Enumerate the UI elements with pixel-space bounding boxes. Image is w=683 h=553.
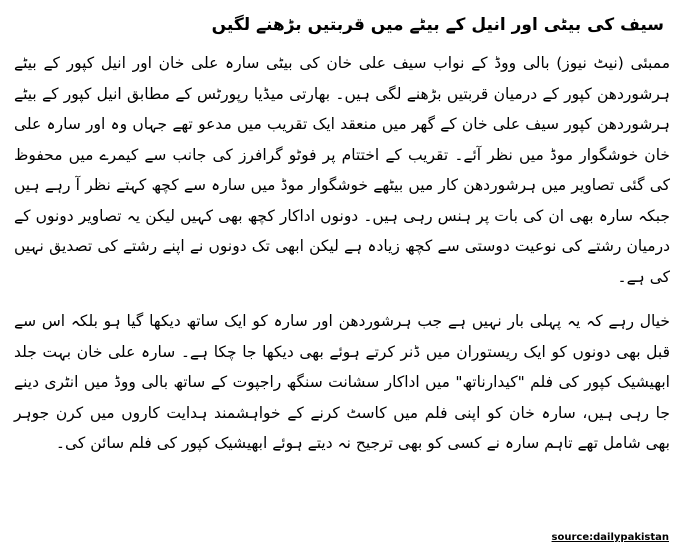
article-paragraph-1: ممبئی (نیٹ نیوز) بالی ووڈ کے نواب سیف علی خان کی بیٹی سارہ علی خان اور انیل کپور کے بیٹے ہرشوردھن کپور کے درمیان قربتیں بڑھنے لگی ہیں۔ بھارتی میڈیا رپورٹس کے مطابق انیل کپور کے بیٹے ہرشوردھن کپور سیف علی خان کے گھر میں منعقد ایک تقریب میں مدعو تھے جہاں وہ اور سارہ علی خان خوشگوار موڈ میں نظر آئے۔ تقریب کے اختتام پر فوٹو گرافرز کی جانب سے کیمرے میں محفوظ کی گئی تصاویر میں ہرشوردھن کار میں بیٹھے خوشگوار موڈ میں سارہ سے کچھ کہتے نظر آ رہے ہیں جبکہ سارہ بھی ان کی بات پر ہنس رہی ہیں۔ دونوں اداکار کچھ بھی کہیں لیکن یہ تصاویر دونوں کے درمیان رشتے کی نوعیت دوستی سے کچھ زیادہ ہے لیکن ابھی تک دونوں نے اپنے رشتے کی تصدیق نہیں کی ہے۔: [14, 54, 670, 286]
news-article: [14, 8, 670, 548]
article-paragraph-2: خیال رہے کہ یہ پہلی بار نہیں ہے جب ہرشوردھن اور سارہ کو ایک ساتھ دیکھا گیا ہو بلکہ اس سے قبل بھی دونوں کو ایک ریستوران میں ڈنر کرتے ہوئے بھی دیکھا جا چکا ہے۔ سارہ علی خان بہت جلد ابھیشیک کپور کی فلم "کیدارناتھ" میں اداکار سشانت سنگھ راجپوت کے ساتھ بالی ووڈ میں انٹری دینے جا رہی ہیں، سارہ خان کو اپنی فلم میں کاسٹ کرنے کے خواہشمند ہدایت کاروں میں کرن جوہر بھی شامل تھے تاہم سارہ نے کسی کو بھی ترجیح نہ دیتے ہوئے ابھیشیک کپور کی فلم سائن کی۔: [14, 312, 670, 452]
article-headline: سیف کی بیٹی اور انیل کے بیٹے میں قربتیں بڑھنے لگیں: [211, 15, 664, 35]
source-credit: source:dailypakistan: [551, 532, 669, 543]
